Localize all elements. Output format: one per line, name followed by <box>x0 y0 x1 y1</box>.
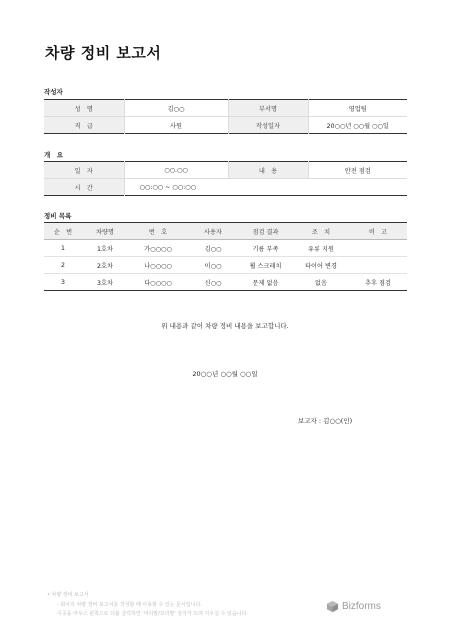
table-cell: 이○○ <box>188 257 238 274</box>
footer-line: - 회사의 차량 정비 보고서를 작성할 때 사용할 수 있는 문서입니다. <box>57 601 202 608</box>
report-date: 20○○년 ○○월 ○○일 <box>192 370 258 378</box>
col-header: 사용자 <box>188 223 238 240</box>
col-header: 번 호 <box>128 223 188 240</box>
page-title: 차량 정비 보고서 <box>45 44 162 62</box>
table-row <box>44 179 407 196</box>
name-value: 김○○ <box>124 100 228 117</box>
report-statement: 위 내용과 같이 차량 정비 내용을 보고합니다. <box>161 322 289 330</box>
author-section-label: 작성자 <box>44 88 63 96</box>
overview-section-label: 개 요 <box>44 151 64 159</box>
overview-table <box>44 161 407 196</box>
time-label: 시 간 <box>44 179 124 196</box>
table-cell: 나○○○○ <box>128 257 188 274</box>
table-cell: 없음 <box>293 274 349 291</box>
maintenance-table <box>44 222 407 291</box>
table-cell: 2 <box>44 257 82 274</box>
table-row <box>44 117 407 134</box>
table-cell: 기름 부족 <box>252 245 279 253</box>
bizforms-cube-icon <box>326 600 339 613</box>
table-row <box>44 274 407 291</box>
name-label: 성 명 <box>44 100 124 117</box>
date-label: 일 자 <box>44 162 124 179</box>
table-cell: 휠 스크래치 <box>238 257 293 274</box>
reporter-signature: 보고자 : 김○○(인) <box>298 417 353 425</box>
content-value: 안전 점검 <box>308 162 407 179</box>
table-cell: 추후 점검 <box>349 274 407 291</box>
bizforms-logo <box>326 600 381 613</box>
table-cell: 1 <box>61 244 65 252</box>
table-cell <box>349 257 407 274</box>
col-header: 비 고 <box>349 223 407 240</box>
table-cell: 다○○○○ <box>128 274 188 291</box>
table-row <box>44 162 407 179</box>
col-header: 차량명 <box>82 223 128 240</box>
table-cell: 유류 지원 <box>308 245 334 253</box>
brand-name: Bizforms <box>342 601 381 612</box>
maintenance-section-label: 정비 목록 <box>44 212 72 220</box>
footer-line: • 차량 정비 보고서 <box>47 592 89 598</box>
time-value: ○○:○○ ~ ○○:○○ <box>124 179 228 196</box>
col-header: 점검 결과 <box>238 223 293 240</box>
date-value: ○○.○○ <box>124 162 228 179</box>
table-header-row <box>44 223 407 240</box>
table-cell: 2호차 <box>82 257 128 274</box>
table-cell: 가○○○○ <box>144 245 172 253</box>
table-cell <box>349 240 407 257</box>
written-date-label: 작성일자 <box>228 117 308 134</box>
page-footer <box>47 591 248 620</box>
table-cell: 3 <box>44 274 82 291</box>
written-date-value: 20○○년 ○○월 ○○일 <box>308 117 407 134</box>
position-label: 직 급 <box>44 117 124 134</box>
department-value: 영업팀 <box>308 100 407 117</box>
author-table <box>44 99 407 134</box>
footer-line: 이곳을 마우스 왼쪽으로 더블 클릭하면 '머리말/꼬리말' 상자가 뜨며 지우실 수 있습니다. <box>57 611 248 617</box>
table-row <box>44 100 407 117</box>
table-cell: 3호차 <box>82 274 128 291</box>
table-cell: 김○○ <box>204 245 222 253</box>
table-cell: 타이어 변경 <box>293 257 349 274</box>
table-cell: 1호차 <box>97 245 113 253</box>
table-row <box>44 240 407 257</box>
col-header: 순 번 <box>44 223 82 240</box>
table-cell: 신○○ <box>188 274 238 291</box>
position-value: 사원 <box>124 117 228 134</box>
col-header: 조 치 <box>293 223 349 240</box>
table-cell: 문제 없음 <box>238 274 293 291</box>
table-row <box>44 257 407 274</box>
content-label: 내 용 <box>228 162 308 179</box>
department-label: 부서명 <box>228 100 308 117</box>
